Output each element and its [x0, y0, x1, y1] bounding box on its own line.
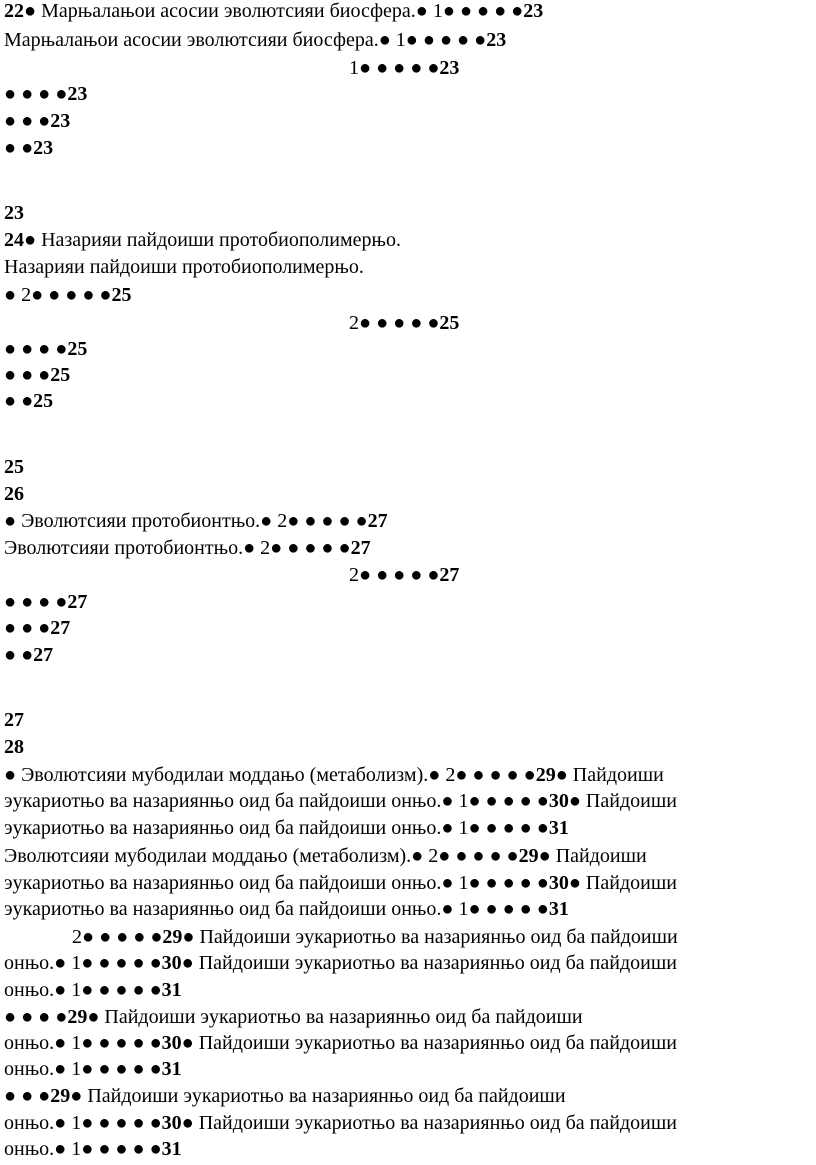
page-number-ref: 30	[548, 790, 569, 812]
page-number-ref: 27	[50, 617, 71, 639]
page-number-ref: 25	[4, 456, 24, 478]
toc-text: ● ● ● ●	[4, 83, 68, 105]
page-number-ref: 27	[367, 510, 388, 532]
document-line	[4, 870, 812, 896]
document-line	[4, 977, 812, 1003]
toc-text: Марњалањои асосии эволютсияи биосфера.● 1● ● ● ● ●	[4, 29, 487, 51]
document-line	[4, 27, 812, 53]
page-number-ref: 22	[4, 0, 24, 22]
toc-text: ● Пайдоиши	[568, 790, 677, 812]
document-line	[4, 1004, 812, 1030]
document-line	[4, 362, 812, 388]
toc-text: ● Марњалањои асосии эволютсияи биосфера.● 1● ● ● ● ●	[24, 0, 524, 22]
page-number-ref: 30	[161, 1112, 182, 1134]
document-line	[4, 200, 812, 226]
document-line	[4, 815, 812, 841]
document-line	[4, 1110, 812, 1136]
toc-text: ● Пайдоиши эукариотњо ва назариянњо оид ба пайдоиши	[87, 1006, 583, 1028]
document-line	[4, 788, 812, 814]
document-line	[4, 615, 812, 641]
document-line	[4, 589, 812, 615]
page-number-ref: 25	[439, 312, 460, 334]
page-number-ref: 27	[439, 564, 460, 586]
page-number-ref: 23	[67, 83, 88, 105]
document-line	[4, 254, 812, 280]
document-line	[4, 896, 812, 922]
document-line	[4, 81, 812, 107]
document-line	[4, 843, 812, 869]
page-number-ref: 27	[33, 644, 54, 666]
toc-text: ● ●	[4, 644, 34, 666]
toc-text: 2● ● ● ● ●	[72, 926, 163, 948]
toc-text: ● Пайдоиши эукариотњо ва назариянњо оид ба пайдоиши	[181, 1112, 677, 1134]
toc-text: ● Пайдоиши	[555, 764, 664, 786]
page-number-ref: 30	[548, 872, 569, 894]
toc-text: Эволютсияи протобионтњо.● 2● ● ● ● ●	[4, 537, 351, 559]
toc-text: ● ● ●	[4, 1085, 51, 1107]
page-number-ref: 29	[67, 1006, 88, 1028]
toc-text: эукариотњо ва назариянњо оид ба пайдоиши онњо.● 1● ● ● ● ●	[4, 790, 549, 812]
toc-text: ● ● ● ●	[4, 338, 68, 360]
page-number-ref: 27	[350, 537, 371, 559]
page-number-ref: 25	[33, 390, 54, 412]
page-number-ref: 30	[161, 952, 182, 974]
document-line	[4, 481, 812, 507]
document-line	[4, 642, 812, 668]
page-number-ref: 23	[523, 0, 544, 22]
toc-text: 2● ● ● ● ●	[349, 312, 440, 334]
toc-text: ● Пайдоиши эукариотњо ва назариянњо оид ба пайдоиши	[182, 926, 678, 948]
page-number-ref: 26	[4, 483, 24, 505]
page-number-ref: 29	[535, 764, 556, 786]
document-line	[4, 924, 816, 950]
toc-text: ● 2● ● ● ● ●	[4, 284, 112, 306]
toc-text: Эволютсияи мубодилаи моддањо (метаболизм).● 2● ● ● ● ●	[4, 845, 519, 867]
page-number-ref: 25	[67, 338, 88, 360]
toc-text: онњо.● 1● ● ● ● ●	[4, 1058, 162, 1080]
toc-text: 2● ● ● ● ●	[349, 564, 440, 586]
toc-text: ● Пайдоиши эукариотњо ва назариянњо оид ба пайдоиши	[181, 952, 677, 974]
toc-text: 1● ● ● ● ●	[349, 57, 440, 79]
toc-text: Назарияи пайдоиши протобиополимерњо.	[4, 256, 364, 278]
toc-text: ● Пайдоиши	[538, 845, 647, 867]
page-number-ref: 25	[111, 284, 132, 306]
page-number-ref: 29	[162, 926, 183, 948]
document-line	[4, 535, 812, 561]
page-number-ref: 31	[161, 979, 182, 1001]
toc-text: эукариотњо ва назариянњо оид ба пайдоиши онњо.● 1● ● ● ● ●	[4, 898, 549, 920]
toc-text: ● ●	[4, 390, 34, 412]
document-line	[4, 1083, 812, 1109]
document-line	[4, 282, 812, 308]
toc-text: ● Назарияи пайдоиши протобиополимерњо.	[24, 229, 401, 251]
document-line	[4, 508, 812, 534]
toc-text: ● ●	[4, 137, 34, 159]
page-number-ref: 29	[518, 845, 539, 867]
page-number-ref: 27	[4, 709, 24, 731]
page-number-ref: 27	[67, 591, 88, 613]
page-number-ref: 31	[161, 1138, 182, 1160]
document-line	[4, 1136, 812, 1162]
page-number-ref: 23	[50, 110, 71, 132]
toc-text: ● Пайдоиши эукариотњо ва назариянњо оид ба пайдоиши	[181, 1032, 677, 1054]
document-line	[4, 562, 816, 588]
toc-text: онњо.● 1● ● ● ● ●	[4, 1112, 162, 1134]
document-line	[4, 310, 816, 336]
document-line	[4, 1056, 812, 1082]
toc-text: эукариотњо ва назариянњо оид ба пайдоиши онњо.● 1● ● ● ● ●	[4, 872, 549, 894]
toc-text: онњо.● 1● ● ● ● ●	[4, 952, 162, 974]
document-line	[4, 135, 812, 161]
toc-text: эукариотњо ва назариянњо оид ба пайдоиши онњо.● 1● ● ● ● ●	[4, 817, 549, 839]
document-line	[4, 454, 812, 480]
document-line	[4, 55, 816, 81]
page-number-ref: 29	[50, 1085, 71, 1107]
toc-text: ● ● ●	[4, 110, 51, 132]
page-number-ref: 31	[548, 817, 569, 839]
document-line	[4, 762, 812, 788]
document-line	[4, 734, 812, 760]
page-number-ref: 23	[486, 29, 507, 51]
page-number-ref: 31	[548, 898, 569, 920]
page-number-ref: 23	[4, 202, 24, 224]
document-line	[4, 108, 812, 134]
page-number-ref: 23	[439, 57, 460, 79]
toc-text: ● ● ● ●	[4, 1006, 68, 1028]
page-number-ref: 23	[33, 137, 54, 159]
document-line	[4, 336, 812, 362]
document-line	[4, 388, 812, 414]
toc-text: онњо.● 1● ● ● ● ●	[4, 1138, 162, 1160]
toc-text: ● ● ● ●	[4, 591, 68, 613]
page-number-ref: 28	[4, 736, 24, 758]
document-line	[4, 950, 812, 976]
page-number-ref: 25	[50, 364, 71, 386]
toc-text: онњо.● 1● ● ● ● ●	[4, 979, 162, 1001]
toc-text: ● Эволютсияи протобионтњо.● 2● ● ● ● ●	[4, 510, 368, 532]
toc-text: онњо.● 1● ● ● ● ●	[4, 1032, 162, 1054]
document-line	[4, 0, 812, 24]
document-line	[4, 707, 812, 733]
page-number-ref: 30	[161, 1032, 182, 1054]
toc-text: ● ● ●	[4, 617, 51, 639]
toc-text: ● Эволютсияи мубодилаи моддањо (метаболизм).● 2● ● ● ● ●	[4, 764, 536, 786]
page-number-ref: 31	[161, 1058, 182, 1080]
page-number-ref: 24	[4, 229, 24, 251]
toc-text: ● Пайдоиши эукариотњо ва назариянњо оид ба пайдоиши	[70, 1085, 566, 1107]
document-line	[4, 1030, 812, 1056]
document-line	[4, 227, 812, 253]
toc-text: ● ● ●	[4, 364, 51, 386]
toc-text: ● Пайдоиши	[568, 872, 677, 894]
